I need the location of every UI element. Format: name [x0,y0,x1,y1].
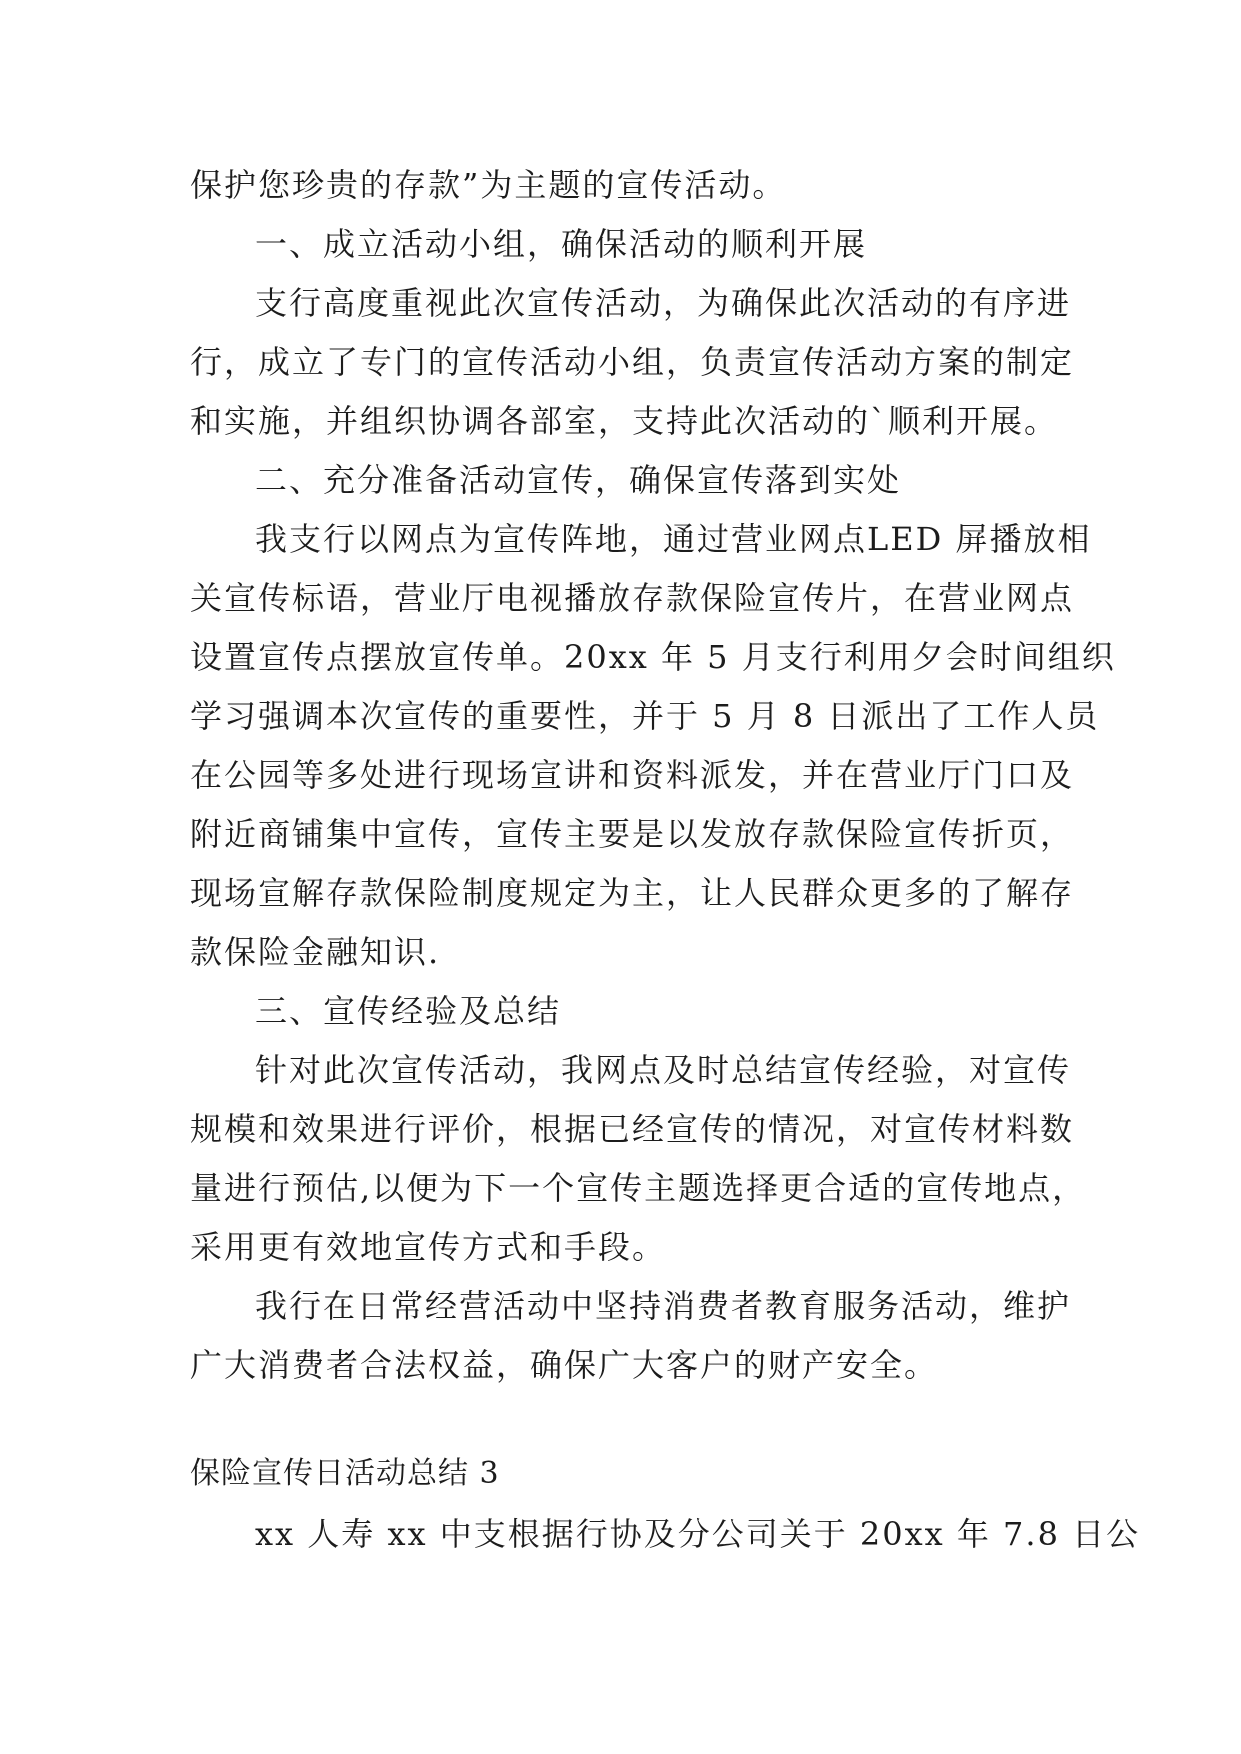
text-line: 广大消费者合法权益，确保广大客户的财产安全。 [190,1346,939,1384]
paragraph-line [0,333,1241,391]
heading-text: 三、宣传经验及总结 [255,992,562,1030]
section-title-text: 保险宣传日活动总结 3 [190,1456,500,1491]
text-line: 我行在日常经营活动中坚持消费者教育服务活动，维护 [255,1287,1072,1325]
text-line: 针对此次宣传活动，我网点及时总结宣传经验，对宣传 [255,1051,1072,1089]
paragraph-line [0,274,1241,332]
section-heading [0,215,1241,273]
text-line: 和实施，并组织协调各部室，支持此次活动的`顺利开展。 [190,402,1059,440]
section-heading [0,982,1241,1040]
text-line: 量进行预估,以便为下一个宣传主题选择更合适的宣传地点， [190,1169,1087,1207]
paragraph-line [0,1505,1241,1563]
text-line: 采用更有效地宣传方式和手段。 [190,1228,667,1266]
text-line: 我支行以网点为宣传阵地，通过营业网点LED 屏播放相 [255,520,1092,558]
text-line: 支行高度重视此次宣传活动，为确保此次活动的有序进 [255,284,1072,322]
text-line: 规模和效果进行评价，根据已经宣传的情况，对宣传材料数 [190,1110,1075,1148]
paragraph-line [0,923,1241,981]
text-line: 关宣传标语，营业厅电视播放存款保险宣传片，在营业网点 [190,579,1075,617]
heading-text: 二、充分准备活动宣传，确保宣传落到实处 [255,461,902,499]
text-line: 附近商铺集中宣传，宣传主要是以发放存款保险宣传折页， [190,815,1075,853]
paragraph-line [0,569,1241,627]
text-line: 款保险金融知识. [190,933,441,971]
paragraph-line [0,687,1241,745]
paragraph-line [0,1218,1241,1276]
paragraph-line [0,1277,1241,1335]
text-line: 保护您珍贵的存款”为主题的宣传活动。 [190,166,787,204]
text-line: 在公园等多处进行现场宣讲和资料派发，并在营业厅门口及 [190,756,1075,794]
paragraph-line [0,510,1241,568]
text-line: 行，成立了专门的宣传活动小组，负责宣传活动方案的制定 [190,343,1075,381]
text-line: 学习强调本次宣传的重要性，并于 5 月 8 日派出了工作人员 [190,697,1100,735]
heading-text: 一、成立活动小组，确保活动的顺利开展 [255,225,868,263]
paragraph-line [0,156,1241,214]
paragraph-line [0,628,1241,686]
text-line: xx 人寿 xx 中支根据行协及分公司关于 20xx 年 7.8 日公 [255,1515,1141,1553]
text-line: 现场宣解存款保险制度规定为主，让人民群众更多的了解存 [190,874,1075,912]
paragraph-line [0,1041,1241,1099]
paragraph-line [0,805,1241,863]
paragraph-line [0,1336,1241,1394]
paragraph-line [0,1159,1241,1217]
paragraph-line [0,392,1241,450]
paragraph-line [0,746,1241,804]
paragraph-line [0,864,1241,922]
section-heading [0,451,1241,509]
section-title [0,1445,1241,1503]
text-line: 设置宣传点摆放宣传单。20xx 年 5 月支行利用夕会时间组织 [190,638,1116,676]
paragraph-line [0,1100,1241,1158]
